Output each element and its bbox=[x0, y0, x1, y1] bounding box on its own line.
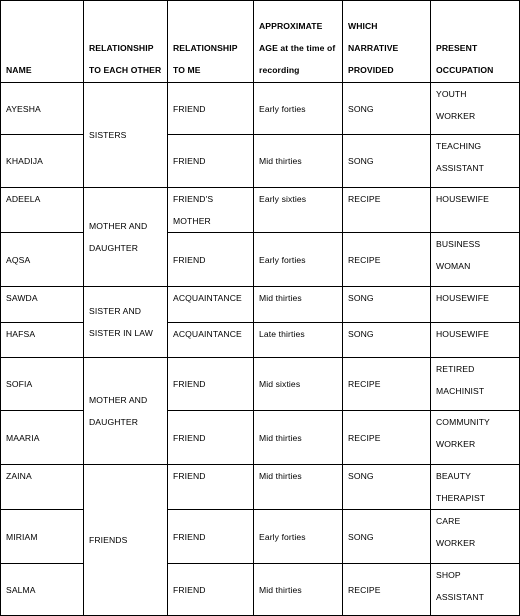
header-approx-age: APPROXIMATE AGE at the time of recording bbox=[254, 1, 343, 83]
occupation-cell: COMMUNITY WORKER bbox=[431, 411, 520, 465]
header-relationship-to-me: RELATIONSHIP TO ME bbox=[168, 1, 254, 83]
name-cell: AYESHA bbox=[1, 83, 84, 135]
table-row bbox=[1, 287, 520, 323]
table-row bbox=[1, 135, 520, 188]
to-me-cell: FRIEND bbox=[168, 83, 254, 135]
age-cell: Early forties bbox=[254, 83, 343, 135]
age-cell: Early forties bbox=[254, 510, 343, 564]
narrative-cell: RECIPE bbox=[343, 188, 431, 233]
occupation-cell: SHOP ASSISTANT bbox=[431, 564, 520, 616]
occupation-cell: TEACHING ASSISTANT bbox=[431, 135, 520, 188]
age-cell: Early forties bbox=[254, 233, 343, 287]
narrative-cell: SONG bbox=[343, 323, 431, 358]
to-me-cell: ACQUAINTANCE bbox=[168, 287, 254, 323]
occupation-cell: BUSINESS WOMAN bbox=[431, 233, 520, 287]
to-me-cell: FRIEND'S MOTHER bbox=[168, 188, 254, 233]
name-cell: AQSA bbox=[1, 233, 84, 287]
name-cell: ADEELA bbox=[1, 188, 84, 233]
group-cell: MOTHER AND DAUGHTER bbox=[84, 358, 168, 465]
table-row bbox=[1, 83, 520, 135]
age-cell: Early sixties bbox=[254, 188, 343, 233]
occupation-cell: RETIRED MACHINIST bbox=[431, 358, 520, 411]
occupation-cell: YOUTH WORKER bbox=[431, 83, 520, 135]
header-row bbox=[1, 1, 520, 83]
to-me-cell: FRIEND bbox=[168, 510, 254, 564]
group-cell: SISTERS bbox=[84, 83, 168, 188]
header-occupation: PRESENT OCCUPATION bbox=[431, 1, 520, 83]
to-me-cell: FRIEND bbox=[168, 358, 254, 411]
name-cell: ZAINA bbox=[1, 465, 84, 510]
group-cell: FRIENDS bbox=[84, 465, 168, 616]
occupation-cell: HOUSEWIFE bbox=[431, 188, 520, 233]
occupation-cell: HOUSEWIFE bbox=[431, 287, 520, 323]
narrative-cell: RECIPE bbox=[343, 564, 431, 616]
to-me-cell: FRIEND bbox=[168, 135, 254, 188]
age-cell: Mid thirties bbox=[254, 564, 343, 616]
group-cell: SISTER AND SISTER IN LAW bbox=[84, 287, 168, 358]
table-row bbox=[1, 564, 520, 616]
narrative-cell: RECIPE bbox=[343, 233, 431, 287]
header-name: NAME bbox=[1, 1, 84, 83]
header-narrative: WHICH NARRATIVE PROVIDED bbox=[343, 1, 431, 83]
narrative-cell: RECIPE bbox=[343, 411, 431, 465]
table-row bbox=[1, 465, 520, 510]
narrative-cell: SONG bbox=[343, 287, 431, 323]
name-cell: SAWDA bbox=[1, 287, 84, 323]
to-me-cell: FRIEND bbox=[168, 233, 254, 287]
name-cell: MAARIA bbox=[1, 411, 84, 465]
narrative-cell: SONG bbox=[343, 465, 431, 510]
name-cell: SOFIA bbox=[1, 358, 84, 411]
table-row bbox=[1, 233, 520, 287]
narrative-cell: SONG bbox=[343, 510, 431, 564]
name-cell: KHADIJA bbox=[1, 135, 84, 188]
table-row bbox=[1, 323, 520, 358]
to-me-cell: ACQUAINTANCE bbox=[168, 323, 254, 358]
name-cell: MIRIAM bbox=[1, 510, 84, 564]
age-cell: Late thirties bbox=[254, 323, 343, 358]
name-cell: SALMA bbox=[1, 564, 84, 616]
narrative-cell: SONG bbox=[343, 83, 431, 135]
table-row bbox=[1, 411, 520, 465]
narrative-cell: SONG bbox=[343, 135, 431, 188]
table-row bbox=[1, 510, 520, 564]
to-me-cell: FRIEND bbox=[168, 411, 254, 465]
age-cell: Mid thirties bbox=[254, 411, 343, 465]
occupation-cell: HOUSEWIFE bbox=[431, 323, 520, 358]
narrative-cell: RECIPE bbox=[343, 358, 431, 411]
occupation-cell: BEAUTY THERAPIST bbox=[431, 465, 520, 510]
age-cell: Mid thirties bbox=[254, 135, 343, 188]
group-cell: MOTHER AND DAUGHTER bbox=[84, 188, 168, 287]
to-me-cell: FRIEND bbox=[168, 465, 254, 510]
table-row bbox=[1, 358, 520, 411]
age-cell: Mid thirties bbox=[254, 465, 343, 510]
age-cell: Mid thirties bbox=[254, 287, 343, 323]
name-cell: HAFSA bbox=[1, 323, 84, 358]
table-row bbox=[1, 188, 520, 233]
to-me-cell: FRIEND bbox=[168, 564, 254, 616]
occupation-cell: CARE WORKER bbox=[431, 510, 520, 564]
age-cell: Mid sixties bbox=[254, 358, 343, 411]
header-relationship-each-other: RELATIONSHIP TO EACH OTHER bbox=[84, 1, 168, 83]
